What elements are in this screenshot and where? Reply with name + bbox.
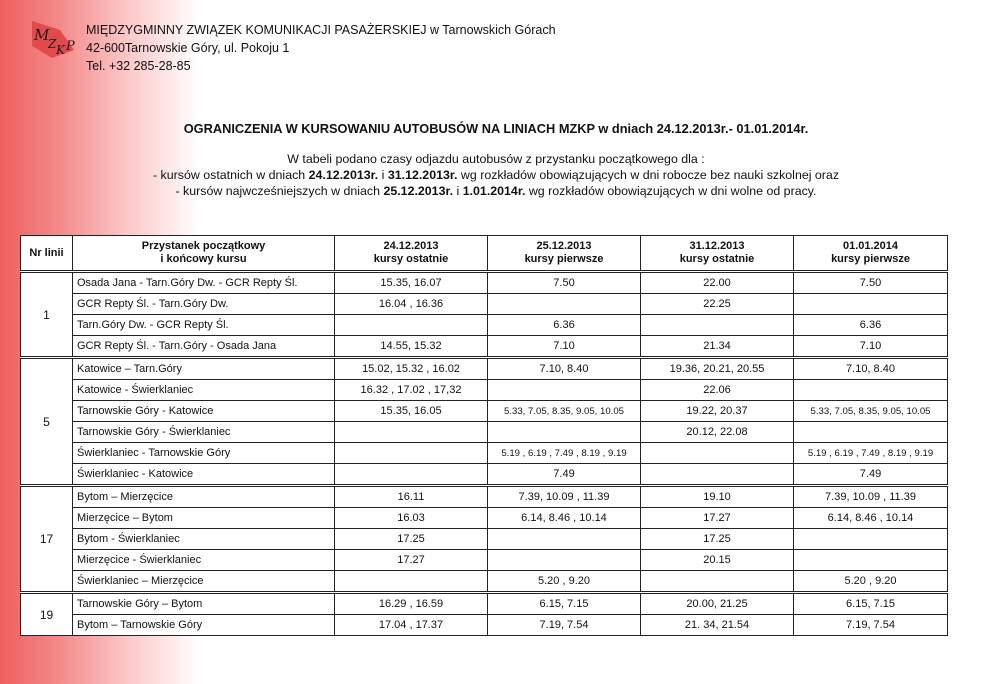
time-cell-d1 — [335, 443, 488, 464]
time-cell-d3: 19.10 — [641, 486, 794, 508]
time-cell-d1 — [335, 422, 488, 443]
time-cell-d3: 20.00, 21.25 — [641, 593, 794, 615]
time-cell-d2: 7.39, 10.09 , 11.39 — [488, 486, 641, 508]
table-row — [21, 550, 948, 571]
route-cell: Bytom – Tarnowskie Góry — [73, 615, 335, 636]
time-cell-d2: 5.19 , 6.19 , 7.49 , 8.19 , 9.19 — [488, 443, 641, 464]
time-cell-d1: 15.35, 16.07 — [335, 272, 488, 294]
time-cell-d4: 5.20 , 9.20 — [794, 571, 948, 593]
route-cell: GCR Repty Śl. - Tarn.Góry Dw. — [73, 294, 335, 315]
line-group — [21, 593, 948, 636]
time-cell-d4: 7.39, 10.09 , 11.39 — [794, 486, 948, 508]
route-cell: Mierzęcice - Świerklaniec — [73, 550, 335, 571]
route-cell: Tarnowskie Góry – Bytom — [73, 593, 335, 615]
table-row — [21, 486, 948, 508]
time-cell-d4: 6.36 — [794, 315, 948, 336]
svg-text:K: K — [56, 43, 65, 57]
line-number: 17 — [21, 486, 73, 593]
svg-text:Z: Z — [48, 37, 57, 51]
table-row — [21, 615, 948, 636]
line-group — [21, 272, 948, 358]
time-cell-d2: 7.49 — [488, 464, 641, 486]
time-cell-d2: 7.19, 7.54 — [488, 615, 641, 636]
time-cell-d3 — [641, 571, 794, 593]
table-row — [21, 593, 948, 615]
line-number: 1 — [21, 272, 73, 358]
time-cell-d4: 7.10, 8.40 — [794, 358, 948, 380]
time-cell-d3 — [641, 464, 794, 486]
line-number: 19 — [21, 593, 73, 636]
line-group — [21, 486, 948, 593]
time-cell-d4: 7.10 — [794, 336, 948, 358]
time-cell-d3: 21.34 — [641, 336, 794, 358]
time-cell-d1: 14.55, 15.32 — [335, 336, 488, 358]
header-route: Przystanek początkowy i końcowy kursu — [73, 236, 335, 272]
line-group — [21, 358, 948, 486]
header-line-number: Nr linii — [21, 236, 73, 272]
mzkp-logo — [30, 18, 82, 60]
route-cell: Katowice – Tarn.Góry — [73, 358, 335, 380]
time-cell-d4: 7.49 — [794, 464, 948, 486]
time-cell-d2 — [488, 294, 641, 315]
schedule-table — [20, 235, 948, 636]
time-cell-d3: 22.00 — [641, 272, 794, 294]
time-cell-d1 — [335, 464, 488, 486]
intro-text — [0, 151, 992, 199]
organization-header — [86, 21, 556, 75]
table-row — [21, 358, 948, 380]
route-cell: Świerklaniec - Katowice — [73, 464, 335, 486]
time-cell-d1: 17.27 — [335, 550, 488, 571]
time-cell-d4: 5.33, 7.05, 8.35, 9.05, 10.05 — [794, 401, 948, 422]
header-date-1: 24.12.2013 kursy ostatnie — [335, 236, 488, 272]
time-cell-d1: 15.35, 16.05 — [335, 401, 488, 422]
route-cell: Tarnowskie Góry - Świerklaniec — [73, 422, 335, 443]
route-cell: Bytom - Świerklaniec — [73, 529, 335, 550]
route-cell: Bytom – Mierzęcice — [73, 486, 335, 508]
time-cell-d2: 5.33, 7.05, 8.35, 9.05, 10.05 — [488, 401, 641, 422]
time-cell-d3: 17.25 — [641, 529, 794, 550]
route-cell: Tarn.Góry Dw. - GCR Repty Śl. — [73, 315, 335, 336]
time-cell-d2 — [488, 550, 641, 571]
time-cell-d4: 7.19, 7.54 — [794, 615, 948, 636]
table-row — [21, 422, 948, 443]
time-cell-d4 — [794, 422, 948, 443]
intro-line-3: - kursów najwcześniejszych w dniach 25.12.2013r. i 1.01.2014r. wg rozkładów obowiązujących w dni wolne od pracy. — [175, 184, 817, 198]
org-phone: Tel. +32 285-28-85 — [86, 59, 191, 73]
header-date-4: 01.01.2014 kursy pierwsze — [794, 236, 948, 272]
table-row — [21, 380, 948, 401]
time-cell-d1: 16.11 — [335, 486, 488, 508]
route-cell: Katowice - Świerklaniec — [73, 380, 335, 401]
time-cell-d2 — [488, 422, 641, 443]
time-cell-d2: 6.15, 7.15 — [488, 593, 641, 615]
time-cell-d2: 6.14, 8.46 , 10.14 — [488, 508, 641, 529]
time-cell-d3: 20.15 — [641, 550, 794, 571]
route-cell: GCR Repty Śl. - Tarn.Góry - Osada Jana — [73, 336, 335, 358]
svg-text:M: M — [34, 26, 50, 44]
time-cell-d3: 19.22, 20.37 — [641, 401, 794, 422]
table-header-row — [21, 236, 948, 272]
table-row — [21, 401, 948, 422]
time-cell-d1: 16.29 , 16.59 — [335, 593, 488, 615]
time-cell-d2: 7.10 — [488, 336, 641, 358]
time-cell-d1: 16.04 , 16.36 — [335, 294, 488, 315]
table-row — [21, 508, 948, 529]
time-cell-d4 — [794, 529, 948, 550]
time-cell-d4: 5.19 , 6.19 , 7.49 , 8.19 , 9.19 — [794, 443, 948, 464]
intro-line-2: - kursów ostatnich w dniach 24.12.2013r. i 31.12.2013r. wg rozkładów obowiązujących w dni robocze bez nauki szkolnej oraz — [152, 168, 840, 182]
time-cell-d3: 22.06 — [641, 380, 794, 401]
time-cell-d3: 19.36, 20.21, 20.55 — [641, 358, 794, 380]
time-cell-d2: 7.50 — [488, 272, 641, 294]
time-cell-d2: 6.36 — [488, 315, 641, 336]
table-row — [21, 571, 948, 593]
time-cell-d2 — [488, 529, 641, 550]
table-row — [21, 443, 948, 464]
time-cell-d3: 22.25 — [641, 294, 794, 315]
table-row — [21, 464, 948, 486]
time-cell-d2: 7.10, 8.40 — [488, 358, 641, 380]
time-cell-d1 — [335, 571, 488, 593]
time-cell-d3: 17.27 — [641, 508, 794, 529]
table-row — [21, 336, 948, 358]
svg-text:P: P — [66, 39, 75, 54]
time-cell-d3: 20.12, 22.08 — [641, 422, 794, 443]
table-row — [21, 272, 948, 294]
org-address: 42-600Tarnowskie Góry, ul. Pokoju 1 — [86, 41, 290, 55]
route-cell: Tarnowskie Góry - Katowice — [73, 401, 335, 422]
time-cell-d2: 5.20 , 9.20 — [488, 571, 641, 593]
intro-line-1: W tabeli podano czasy odjazdu autobusów z przystanku początkowego dla : — [287, 152, 705, 166]
time-cell-d1: 17.04 , 17.37 — [335, 615, 488, 636]
time-cell-d1: 17.25 — [335, 529, 488, 550]
table-row — [21, 529, 948, 550]
header-date-3: 31.12.2013 kursy ostatnie — [641, 236, 794, 272]
time-cell-d4: 6.14, 8.46 , 10.14 — [794, 508, 948, 529]
header-date-2: 25.12.2013 kursy pierwsze — [488, 236, 641, 272]
time-cell-d1: 16.32 , 17.02 , 17,32 — [335, 380, 488, 401]
time-cell-d4 — [794, 294, 948, 315]
time-cell-d3: 21. 34, 21.54 — [641, 615, 794, 636]
time-cell-d1: 15.02, 15.32 , 16.02 — [335, 358, 488, 380]
time-cell-d3 — [641, 443, 794, 464]
time-cell-d1: 16.03 — [335, 508, 488, 529]
route-cell: Mierzęcice – Bytom — [73, 508, 335, 529]
time-cell-d3 — [641, 315, 794, 336]
route-cell: Świerklaniec - Tarnowskie Góry — [73, 443, 335, 464]
line-number: 5 — [21, 358, 73, 486]
route-cell: Osada Jana - Tarn.Góry Dw. - GCR Repty Śl. — [73, 272, 335, 294]
time-cell-d4: 7.50 — [794, 272, 948, 294]
time-cell-d1 — [335, 315, 488, 336]
table-row — [21, 294, 948, 315]
document-title: OGRANICZENIA W KURSOWANIU AUTOBUSÓW NA LINIACH MZKP w dniach 24.12.2013r.- 01.01.2014r. — [183, 121, 809, 136]
time-cell-d4: 6.15, 7.15 — [794, 593, 948, 615]
time-cell-d2 — [488, 380, 641, 401]
org-name: MIĘDZYGMINNY ZWIĄZEK KOMUNIKACJI PASAŻERSKIEJ w Tarnowskich Górach — [86, 23, 556, 37]
time-cell-d4 — [794, 380, 948, 401]
table-row — [21, 315, 948, 336]
route-cell: Świerklaniec – Mierzęcice — [73, 571, 335, 593]
time-cell-d4 — [794, 550, 948, 571]
